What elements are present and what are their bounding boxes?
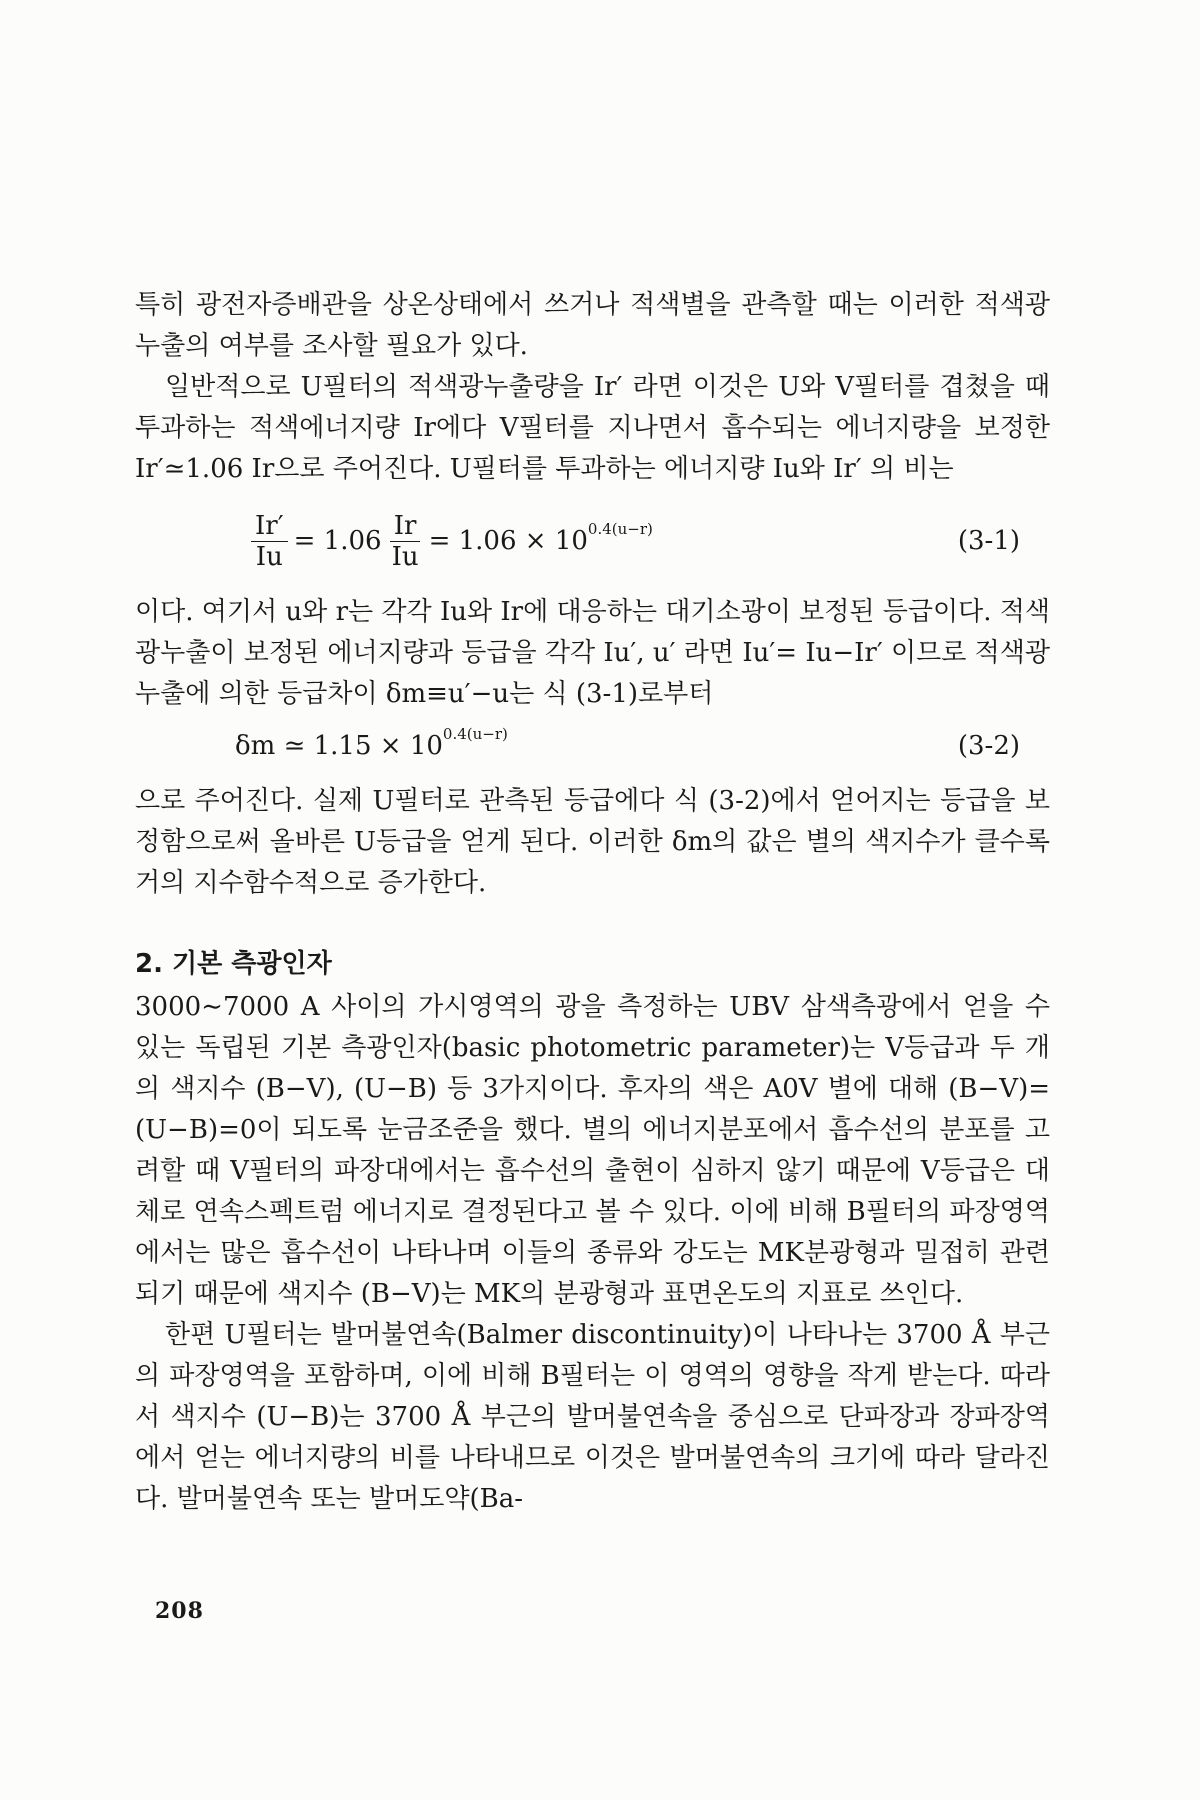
paragraph-5: 3000∼7000 A 사이의 가시영역의 광을 측정하는 UBV 삼색측광에서 얻을 수 있는 독립된 기본 측광인자(basic photometric parameter)는 V등급과 두 개의 색지수 (B−V), (U−B) 등 3가지이다. 후자의 색은 A0V 별에 대해 (B−V)=(U−B)=0이 되도록 눈금조준을 했다. 별의 에너지분포에서 흡수선의 분포를 고려할 때 V필터의 파장대에서는 흡수선의 출현이 심하지 않기 때문에 V등급은 대체로 연속스펙트럼 에너지로 결정된다고 볼 수 있다. 이에 비해 B필터의 파장영역에서는 많은 흡수선이 나타나며 이들의 종류와 강도는 MK분광형과 밀접히 관련되기 때문에 색지수 (B−V)는 MK의 분광형과 표면온도의 지표로 쓰인다. xyxy=(135,992,1050,1309)
paragraph-1: 특히 광전자증배관을 상온상태에서 쓰거나 적색별을 관측할 때는 이러한 적색광누출의 여부를 조사할 필요가 있다. xyxy=(135,290,1050,361)
fraction-ir-prime-over-iu xyxy=(251,511,288,572)
equation-exponent: 0.4(u−r) xyxy=(587,519,653,538)
equation-term: = 1.06 xyxy=(293,525,382,556)
fraction-denominator: Iu xyxy=(391,541,419,572)
paragraph-3: 이다. 여기서 u와 r는 각각 Iu와 Ir에 대응하는 대기소광이 보정된 등급이다. 적색광누출이 보정된 에너지량과 등급을 각각 Iu′, u′ 라면 Iu′= Iu−Ir′ 이므로 적색광누출에 의한 등급차이 δm≡u′−u는 식 (3-1)로부터 xyxy=(135,597,1050,709)
section-heading: 2. 기본 측광인자 xyxy=(135,949,332,979)
equation-term: δm ≃ 1.15 × 10 xyxy=(235,730,443,761)
paragraph-6: 한편 U필터는 발머불연속(Balmer discontinuity)이 나타나는 3700 Å 부근의 파장영역을 포함하며, 이에 비해 B필터는 이 영역의 영향을 작게 받는다. 따라서 색지수 (U−B)는 3700 Å 부근의 발머불연속을 중심으로 단파장과 장파장역에서 얻는 에너지량의 비를 나타내므로 이것은 발머불연속의 크기에 따라 달라진다. 발머불연속 또는 발머도약(Ba- xyxy=(135,1320,1050,1514)
equation-3-1-math xyxy=(245,500,653,582)
equation-3-2-math xyxy=(235,719,508,773)
body-text xyxy=(135,285,1050,1520)
equation-number: (3-1) xyxy=(957,525,1020,556)
fraction-numerator: Ir xyxy=(390,511,421,542)
equation-3-2 xyxy=(135,719,1050,773)
equation-number: (3-2) xyxy=(957,730,1020,761)
fraction-numerator: Ir′ xyxy=(251,511,288,542)
paragraph-2: 일반적으로 U필터의 적색광누출량을 Ir′ 라면 이것은 U와 V필터를 겹쳤을 때 투과하는 적색에너지량 Ir에다 V필터를 지나면서 흡수되는 에너지량을 보정한 Ir′≃1.06 Ir으로 주어진다. U필터를 투과하는 에너지량 Iu와 Ir′ 의 비는 xyxy=(135,372,1050,484)
equation-exponent: 0.4(u−r) xyxy=(442,724,508,743)
page-number: 208 xyxy=(155,1598,204,1624)
fraction-denominator: Iu xyxy=(255,541,283,572)
equation-term: = 1.06 × 10 xyxy=(428,525,588,556)
paragraph-4: 으로 주어진다. 실제 U필터로 관측된 등급에다 식 (3-2)에서 얻어지는 등급을 보정함으로써 올바른 U등급을 얻게 된다. 이러한 δm의 값은 별의 색지수가 클수록 거의 지수함수적으로 증가한다. xyxy=(135,786,1050,898)
fraction-ir-over-iu xyxy=(388,511,423,572)
equation-3-1 xyxy=(135,500,1050,582)
